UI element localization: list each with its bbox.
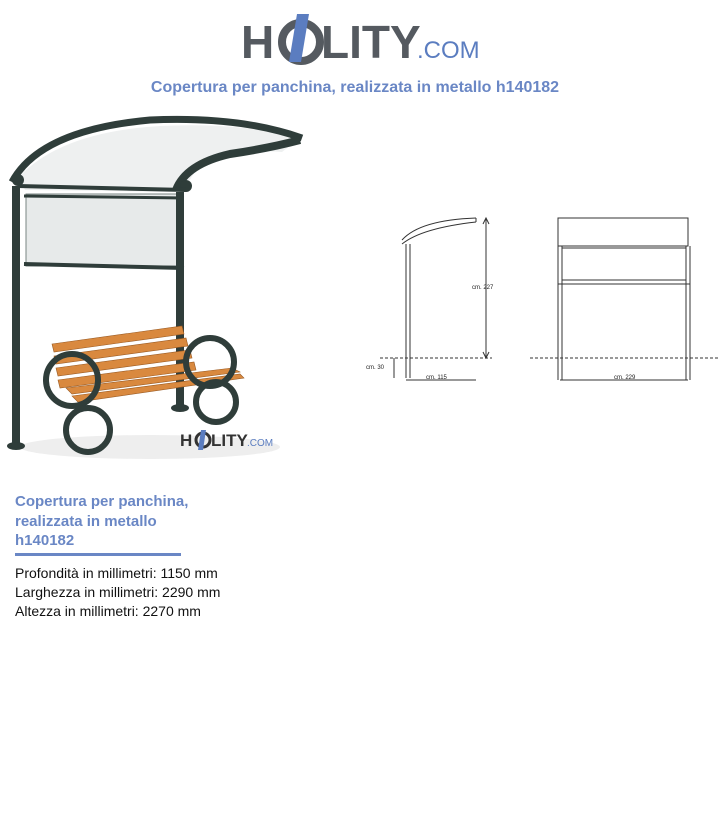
- logo-letters-lity: LITY: [321, 16, 421, 68]
- watermark-suffix: .COM: [247, 438, 274, 449]
- front-view-drawing: [530, 218, 718, 380]
- front-width-label: cm. 229: [614, 375, 636, 381]
- side-base-label: cm. 30: [366, 365, 385, 371]
- spec-depth: Profondità in millimetri: 1150 mm: [15, 565, 218, 581]
- spec-width: Larghezza in millimetri: 2290 mm: [15, 584, 221, 600]
- side-depth-label: cm. 115: [426, 375, 447, 381]
- product-heading-line: realizzata in metallo: [15, 512, 157, 530]
- heading-divider: [15, 553, 181, 556]
- side-height-label: cm. 227: [472, 285, 494, 291]
- technical-drawings: [360, 200, 720, 395]
- watermark-letters-lity: LITY: [211, 431, 248, 450]
- logo-o-icon: [282, 14, 320, 62]
- product-heading: [15, 492, 240, 551]
- page-title: Copertura per panchina, realizzata in metallo h140182: [150, 79, 560, 96]
- logo-letter-h: H: [241, 16, 275, 68]
- watermark-letter-h: H: [180, 431, 193, 450]
- side-view-drawing: [380, 218, 492, 380]
- product-heading-line: h140182: [15, 532, 75, 549]
- logo-suffix: .COM: [417, 37, 480, 64]
- holity-logo[interactable]: [241, 10, 481, 68]
- spec-height: Altezza in millimetri: 2270 mm: [15, 603, 201, 619]
- product-heading-line: Copertura per panchina,: [15, 493, 189, 510]
- product-specs: [15, 564, 315, 621]
- product-photo: [0, 112, 310, 472]
